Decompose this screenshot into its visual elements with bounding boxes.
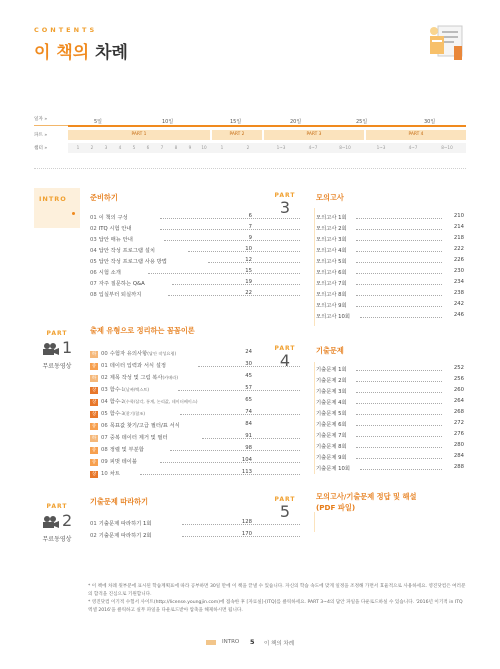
- toc-entry-page: 268: [453, 409, 464, 415]
- part4-badge: [262, 345, 308, 369]
- toc-entry[interactable]: [90, 373, 252, 382]
- difficulty-badge: 상: [91, 388, 97, 393]
- toc-entry-text: 기출문제 2회: [316, 378, 347, 384]
- toc-entry-text: 기출문제 따라하기 1회: [98, 521, 152, 527]
- toc-entry[interactable]: [316, 442, 464, 450]
- part3-rule: [314, 208, 315, 326]
- schedule-chapter: 9: [188, 145, 192, 150]
- toc-entry-text: ITQ 시험 안내: [98, 226, 132, 232]
- toc-entry-page: 218: [453, 235, 464, 241]
- toc-entry-page: 170: [241, 531, 252, 537]
- intro-badge-label: INTRO: [39, 195, 67, 203]
- schedule-part-row: [34, 130, 466, 140]
- toc-entry-page: 98: [245, 445, 252, 451]
- part1-video-label: 무료동영상: [42, 363, 72, 370]
- toc-entry-number: 02: [90, 226, 97, 232]
- toc-entry-text: 모의고사 7회: [316, 281, 347, 287]
- toc-entry-text: 기출문제 5회: [316, 411, 347, 417]
- toc-entry-number: 02: [90, 533, 97, 539]
- schedule-day-row: [34, 112, 466, 126]
- toc-entry[interactable]: [316, 464, 464, 472]
- part4-title: 기출문제: [316, 346, 344, 355]
- schedule-chapter: 1~3: [376, 145, 386, 150]
- toc-entry-number: 09: [101, 459, 108, 465]
- part1-title: 출제 유형으로 정리하는 꼼꼼이론: [90, 326, 195, 335]
- toc-entry[interactable]: [316, 290, 464, 298]
- toc-entry-text: 기출문제 4회: [316, 400, 347, 406]
- schedule-chapter: 8: [174, 145, 178, 150]
- schedule-day: 5일: [94, 119, 103, 125]
- toc-entry-text: 답안 작성 프로그램 설치: [98, 248, 155, 254]
- schedule-part-cell: PART 3: [264, 130, 364, 140]
- page-title-accent: 이 책의: [34, 43, 90, 63]
- schedule-chapter: 1: [220, 145, 224, 150]
- toc-entry-text: 기출문제 7회: [316, 433, 347, 439]
- toc-entry-number: 00: [101, 351, 108, 357]
- toc-entry[interactable]: [90, 349, 252, 358]
- toc-entry-text: 이 책의 구성: [98, 215, 128, 221]
- toc-entry-page: 222: [453, 246, 464, 252]
- toc-entry[interactable]: [316, 431, 464, 439]
- toc-entry[interactable]: [90, 268, 252, 276]
- toc-entry[interactable]: [316, 365, 464, 373]
- part4-rule: [314, 362, 315, 474]
- toc-entry-page: 276: [453, 431, 464, 437]
- toc-entry[interactable]: [316, 224, 464, 232]
- video-camera-icon: [42, 515, 60, 529]
- toc-entry[interactable]: [316, 257, 464, 265]
- toc-entry-number: 03: [101, 387, 108, 393]
- schedule-chapter: 10: [201, 145, 207, 150]
- toc-entry-page: 74: [245, 409, 252, 415]
- schedule-day: 15일: [230, 119, 242, 125]
- contents-label: CONTENTS: [34, 26, 98, 34]
- toc-entry[interactable]: [316, 376, 464, 384]
- toc-entry-text: 입실부터 퇴실까지: [98, 292, 142, 298]
- schedule-day-progress-line: [68, 125, 466, 127]
- difficulty-badge: 중: [91, 424, 97, 429]
- schedule-chapter: 1: [76, 145, 80, 150]
- toc-entry[interactable]: [316, 301, 464, 309]
- toc-entry-page: 288: [453, 464, 464, 470]
- toc-entry[interactable]: [90, 531, 252, 539]
- toc-entry-number: 03: [90, 237, 97, 243]
- schedule-part-cell: PART 2: [212, 130, 262, 140]
- footer-label: 이 책의 차례: [264, 641, 295, 647]
- part2-title: 기출문제 따라하기: [90, 497, 149, 506]
- schedule-chapter: 2: [90, 145, 94, 150]
- part1-badge: [34, 330, 80, 370]
- toc-entry-text: 정렬 및 부분합: [109, 447, 144, 453]
- part5-badge: [262, 496, 308, 520]
- page-title: [34, 38, 128, 63]
- toc-entry-page: 15: [245, 268, 252, 274]
- toc-entry-number: 04: [90, 248, 97, 254]
- toc-entry[interactable]: [316, 279, 464, 287]
- difficulty-badge: 하: [91, 352, 97, 357]
- toc-entry-text: 모의고사 2회: [316, 226, 347, 232]
- part2-number: 2: [62, 511, 73, 530]
- toc-entry[interactable]: [90, 445, 252, 454]
- toc-entry[interactable]: [90, 421, 252, 430]
- toc-entry-page: 280: [453, 442, 464, 448]
- toc-entry-page: 272: [453, 420, 464, 426]
- toc-entry[interactable]: [316, 420, 464, 428]
- schedule-chapter: 1~3: [276, 145, 286, 150]
- toc-entry[interactable]: [90, 290, 252, 298]
- part5-badge-label: PART: [274, 496, 296, 503]
- toc-entry-page: 24: [245, 349, 252, 355]
- intro-badge-dot: [72, 212, 75, 215]
- difficulty-badge: 중: [91, 448, 97, 453]
- schedule-day: 30일: [424, 119, 436, 125]
- toc-entry-page: 12: [245, 257, 252, 263]
- toc-entry-text: 함수: [109, 387, 120, 393]
- difficulty-badge: 중: [91, 364, 97, 369]
- page-title-rest: 차례: [89, 43, 128, 63]
- toc-entry-page: 210: [453, 213, 464, 219]
- footer-accent-bar: [206, 640, 216, 645]
- toc-entry-text: 기출문제 따라하기 2회: [98, 533, 152, 539]
- toc-entry[interactable]: [90, 213, 252, 221]
- toc-entry-page: 256: [453, 376, 464, 382]
- toc-entry[interactable]: [316, 409, 464, 417]
- schedule-day: 20일: [290, 119, 302, 125]
- toc-entry-page: 7: [248, 224, 252, 230]
- toc-entry-page: 19: [245, 279, 252, 285]
- toc-entry-number: 01: [101, 363, 108, 369]
- toc-entry[interactable]: [90, 257, 252, 265]
- schedule-chapter: 4~7: [408, 145, 418, 150]
- schedule-chapter-row: [34, 143, 466, 153]
- schedule-chapter: 8~10: [339, 145, 351, 150]
- part5-number: 5: [279, 502, 291, 521]
- part3-badge-label: PART: [274, 192, 296, 199]
- toc-entry-page: 260: [453, 387, 464, 393]
- schedule-chapter: 5: [132, 145, 136, 150]
- page-number: 5: [250, 638, 255, 646]
- schedule-day: 25일: [356, 119, 368, 125]
- toc-entry-page: 91: [245, 433, 252, 439]
- toc-entry-text: 피벗 테이블: [109, 459, 138, 465]
- schedule-chapter: 4: [118, 145, 122, 150]
- toc-entry-text: 모의고사 3회: [316, 237, 347, 243]
- part5-title-line1[interactable]: 모의고사/기출문제 정답 및 해설: [316, 492, 417, 501]
- toc-entry-text: 데이터 입력과 서식 설정: [109, 363, 166, 369]
- toc-entry[interactable]: [90, 385, 252, 394]
- toc-entry-text: 모의고사 5회: [316, 259, 347, 265]
- footnote-2: * 영진닷컴 이기적 수험서 사이트(http://license.youngjin.com)에 접속한 후 [자료실]-[ITQ]를 클릭하세요. PART 3~4의 답안 파일을 다운로드하실 수 있습니다. '2016년 이기적 in ITQ 엑셀 2016'을 클릭하고 실무 파일을 다운로드받아 압축을 해제하시면 됩니다.: [88, 600, 463, 613]
- toc-entry-page: 214: [453, 224, 464, 230]
- toc-entry[interactable]: [90, 361, 252, 370]
- toc-entry-page: 104: [241, 457, 252, 463]
- toc-entry[interactable]: [90, 519, 252, 527]
- schedule-chapter: 2: [246, 145, 250, 150]
- intro-title: 준비하기: [90, 193, 118, 202]
- toc-entry[interactable]: [90, 224, 252, 232]
- toc-entry[interactable]: [316, 387, 464, 395]
- toc-entry-text: 모의고사 4회: [316, 248, 347, 254]
- toc-entry-text: 함수: [109, 399, 120, 405]
- part3-title: 모의고사: [316, 193, 344, 202]
- toc-entry-page: 84: [245, 421, 252, 427]
- toc-entry-page: 9: [248, 235, 252, 241]
- schedule-day-label: 일자 »: [34, 117, 48, 122]
- toc-entry[interactable]: [90, 409, 252, 418]
- schedule-chapter-label: 챕터 »: [34, 146, 48, 151]
- toc-entry-sub: -1(날짜/텍스트): [119, 387, 150, 392]
- toc-entry-number: 02: [101, 375, 108, 381]
- part4-number: 4: [279, 351, 291, 370]
- page-footer: [0, 636, 500, 650]
- toc-entry[interactable]: [90, 246, 252, 254]
- toc-entry-text: 기출문제 9회: [316, 455, 347, 461]
- toc-entry-page: 234: [453, 279, 464, 285]
- toc-entry[interactable]: [316, 312, 464, 320]
- toc-entry-text: 목표값 찾기/고급 필터/표 서식: [109, 423, 180, 429]
- toc-entry[interactable]: [316, 268, 464, 276]
- schedule-chapter: 8~10: [441, 145, 453, 150]
- toc-entry[interactable]: [316, 246, 464, 254]
- schedule-part-cell: PART 4: [366, 130, 466, 140]
- video-camera-icon: [42, 342, 60, 356]
- toc-entry-number: 05: [101, 411, 108, 417]
- toc-entry-sub: -2(수학/삼각, 통계, 논리값, 데이터베이스): [119, 399, 198, 404]
- toc-entry-text: 모의고사 1회: [316, 215, 347, 221]
- difficulty-badge: 상: [91, 412, 97, 417]
- schedule-chapter: 3: [104, 145, 108, 150]
- difficulty-badge: 하: [91, 436, 97, 441]
- part4-badge-label: PART: [274, 345, 296, 352]
- toc-entry-number: 01: [90, 521, 97, 527]
- toc-entry-page: 246: [453, 312, 464, 318]
- toc-entry-text: 모의고사 6회: [316, 270, 347, 276]
- part5-rule: [314, 512, 315, 532]
- toc-entry-sub: (카메라): [162, 375, 178, 380]
- toc-entry-text: 차트: [109, 471, 120, 477]
- difficulty-badge: 상: [91, 472, 97, 477]
- toc-entry[interactable]: [90, 279, 252, 287]
- toc-entry-text: 기출문제 1회: [316, 367, 347, 373]
- book-illustration-icon: [424, 22, 468, 62]
- toc-entry-page: 65: [245, 397, 252, 403]
- toc-entry-text: 함수: [109, 411, 120, 417]
- toc-entry-text: 수험자 유의사항: [109, 351, 148, 357]
- toc-entry-page: 242: [453, 301, 464, 307]
- toc-entry-page: 252: [453, 365, 464, 371]
- toc-entry-page: 284: [453, 453, 464, 459]
- toc-entry[interactable]: [90, 235, 252, 243]
- part1-badge-label: PART: [46, 330, 68, 337]
- part3-number: 3: [279, 198, 291, 217]
- toc-entry-text: 기출문제 8회: [316, 444, 347, 450]
- section-divider: [34, 168, 466, 169]
- toc-entry-text: 시험 소개: [98, 270, 121, 276]
- toc-entry-text: 모의고사 10회: [316, 314, 351, 320]
- schedule-chapter: 6: [146, 145, 150, 150]
- footnotes: [88, 583, 468, 615]
- toc-entry-number: 08: [90, 292, 97, 298]
- toc-entry-number: 07: [90, 281, 97, 287]
- toc-entry[interactable]: [316, 235, 464, 243]
- toc-entry[interactable]: [90, 469, 252, 478]
- toc-entry-page: 45: [245, 373, 252, 379]
- toc-entry-page: 226: [453, 257, 464, 263]
- intro-badge: [34, 188, 80, 228]
- toc-entry[interactable]: [90, 457, 252, 466]
- toc-entry-page: 22: [245, 290, 252, 296]
- toc-entry-page: 264: [453, 398, 464, 404]
- toc-entry-text: 기출문제 3회: [316, 389, 347, 395]
- toc-entry[interactable]: [90, 397, 252, 406]
- toc-entry-text: 답안 작성 프로그램 사용 방법: [98, 259, 167, 265]
- toc-entry-page: 6: [248, 213, 252, 219]
- toc-entry-page: 10: [245, 246, 252, 252]
- toc-entry-number: 08: [101, 447, 108, 453]
- toc-entry-number: 05: [90, 259, 97, 265]
- toc-entry-text: 모의고사 9회: [316, 303, 347, 309]
- toc-entry-sub: (답안 작성요령): [147, 351, 177, 356]
- toc-entry-page: 128: [241, 519, 252, 525]
- schedule-day: 10일: [162, 119, 174, 125]
- toc-entry[interactable]: [90, 433, 252, 442]
- toc-entry-text: 모의고사 8회: [316, 292, 347, 298]
- toc-entry-number: 04: [101, 399, 108, 405]
- toc-entry-page: 57: [245, 385, 252, 391]
- toc-entry-page: 113: [241, 469, 252, 475]
- part5-title-line2: (PDF 파일): [316, 503, 356, 512]
- toc-entry-text: 제목 작성 및 그림 복사: [109, 375, 163, 381]
- footer-section: INTRO: [222, 639, 240, 645]
- toc-entry[interactable]: [316, 213, 464, 221]
- difficulty-badge: 상: [91, 400, 97, 405]
- toc-entry-page: 238: [453, 290, 464, 296]
- toc-entry-text: 중복 데이터 제거 및 필터: [109, 435, 168, 441]
- part2-badge: [34, 503, 80, 543]
- toc-entry-number: 07: [101, 435, 108, 441]
- toc-entry-number: 06: [101, 423, 108, 429]
- part1-number: 1: [62, 338, 73, 357]
- part2-video-label: 무료동영상: [42, 536, 72, 543]
- toc-entry[interactable]: [316, 453, 464, 461]
- difficulty-badge: 중: [91, 460, 97, 465]
- difficulty-badge: 하: [91, 376, 97, 381]
- part3-badge: [262, 192, 308, 216]
- toc-entry-number: 10: [101, 471, 108, 477]
- schedule-part-cell: PART 1: [68, 130, 210, 140]
- toc-entry-number: 01: [90, 215, 97, 221]
- toc-entry-text: 자주 질문하는 Q&A: [98, 281, 145, 287]
- toc-entry-number: 06: [90, 270, 97, 276]
- schedule-chapter: 7: [160, 145, 164, 150]
- footnote-1: * 이 책에 차례 윗부분에 표시된 학습계획표에 따라 공부하면 30일 만에 이 책을 끝낼 수 있습니다. 자신의 학습 속도에 맞게 일정을 조정해 가면서 효율적으로 사용하세요. 영진닷컴은 여러분의 합격을 진심으로 기원합니다.: [88, 584, 466, 597]
- schedule-part-label: 파트 »: [34, 133, 48, 138]
- part2-badge-label: PART: [46, 503, 68, 510]
- toc-entry-sub: -3(찾기/참조): [119, 411, 146, 416]
- toc-entry-text: 기출문제 6회: [316, 422, 347, 428]
- toc-entry-page: 30: [245, 361, 252, 367]
- toc-entry-page: 230: [453, 268, 464, 274]
- toc-entry[interactable]: [316, 398, 464, 406]
- toc-entry-text: 답안 매뉴 안내: [98, 237, 133, 243]
- schedule-chapter: 4~7: [308, 145, 318, 150]
- toc-entry-text: 기출문제 10회: [316, 466, 351, 472]
